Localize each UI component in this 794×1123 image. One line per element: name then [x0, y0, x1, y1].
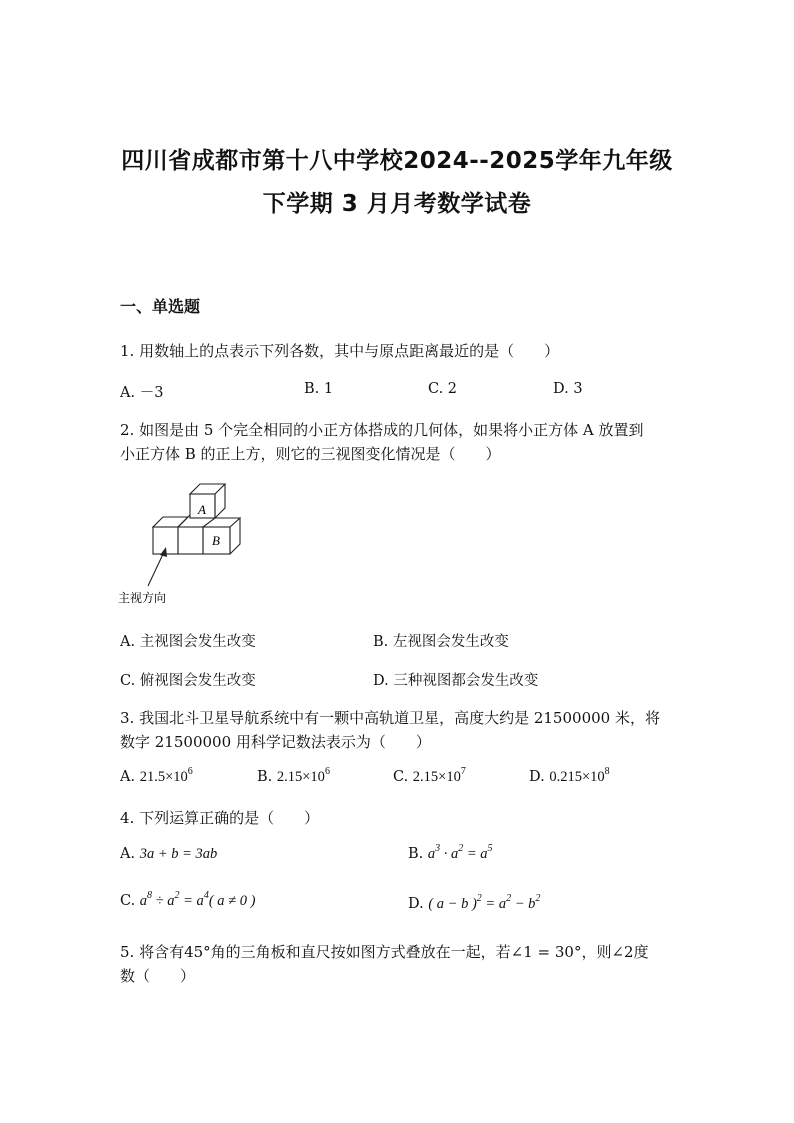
question-1-option-d: D. 3 [553, 381, 583, 397]
question-3-stem-line1: 3. 我国北斗卫星导航系统中有一颗中高轨道卫星，高度大约是 21500000 米，将 [120, 709, 660, 727]
cube-stack-figure [115, 478, 275, 608]
cube-b-label: B [212, 533, 220, 548]
question-4-option-b: B. $a^3 \cdot a^2 = a^5$ [408, 843, 493, 862]
cube-a-label: A [198, 502, 206, 517]
exam-title-line2: 下学期 3 月月考数学试卷 [262, 191, 532, 217]
question-2-stem-line2: 小正方体 B 的正上方，则它的三视图变化情况是（ ） [120, 445, 501, 463]
question-3-stem-line2: 数字 21500000 用科学记数法表示为（ ） [120, 733, 431, 751]
view-direction-caption: 主视方向 [118, 591, 167, 605]
question-2-stem-line1: 2. 如图是由 5 个完全相同的小正方体搭成的几何体，如果将小正方体 A 放置到 [120, 421, 644, 439]
question-2-option-a: A. 主视图会发生改变 [120, 634, 256, 650]
question-3-option-d: D. $0.215\times 10^8$ [529, 766, 610, 785]
question-4-stem: 4. 下列运算正确的是（ ） [120, 809, 320, 827]
question-1-option-c: C. 2 [428, 381, 458, 397]
question-2-option-b: B. 左视图会发生改变 [373, 634, 509, 650]
section-heading: 一、单选题 [120, 297, 201, 316]
question-2-option-d: D. 三种视图都会发生改变 [373, 673, 539, 689]
question-2-option-c: C. 俯视图会发生改变 [120, 673, 256, 689]
exam-title-line1: 四川省成都市第十八中学校2024--2025学年九年级 [121, 148, 673, 174]
question-4-option-a: A. 3a + b = 3ab [120, 846, 218, 862]
cube-outlines [153, 484, 240, 554]
view-direction-arrow [148, 547, 167, 586]
question-3-option-c: C. $2.15\times 10^7$ [393, 766, 466, 785]
question-3-option-a: A. $21.5\times 10^6$ [120, 766, 193, 785]
question-1-stem: 1. 用数轴上的点表示下列各数，其中与原点距离最近的是（ ） [120, 342, 560, 360]
question-5-stem-line2: 数（ ） [120, 967, 196, 985]
question-1-option-b: B. 1 [304, 381, 334, 397]
question-1-option-a: A. －3 [120, 385, 164, 401]
question-4-option-d: D. ( a − b )$^2 = a^2 - b^2$ [408, 893, 541, 912]
question-5-stem-line1: 5. 将含有45°角的三角板和直尺按如图方式叠放在一起，若∠1 = 30°，则∠2度 [120, 943, 649, 961]
question-4-option-c: C. $a^8 \div a^2 = a^4$( a ≠ 0 ) [120, 890, 256, 909]
question-3-option-b: B. $2.15\times 10^6$ [257, 766, 330, 785]
